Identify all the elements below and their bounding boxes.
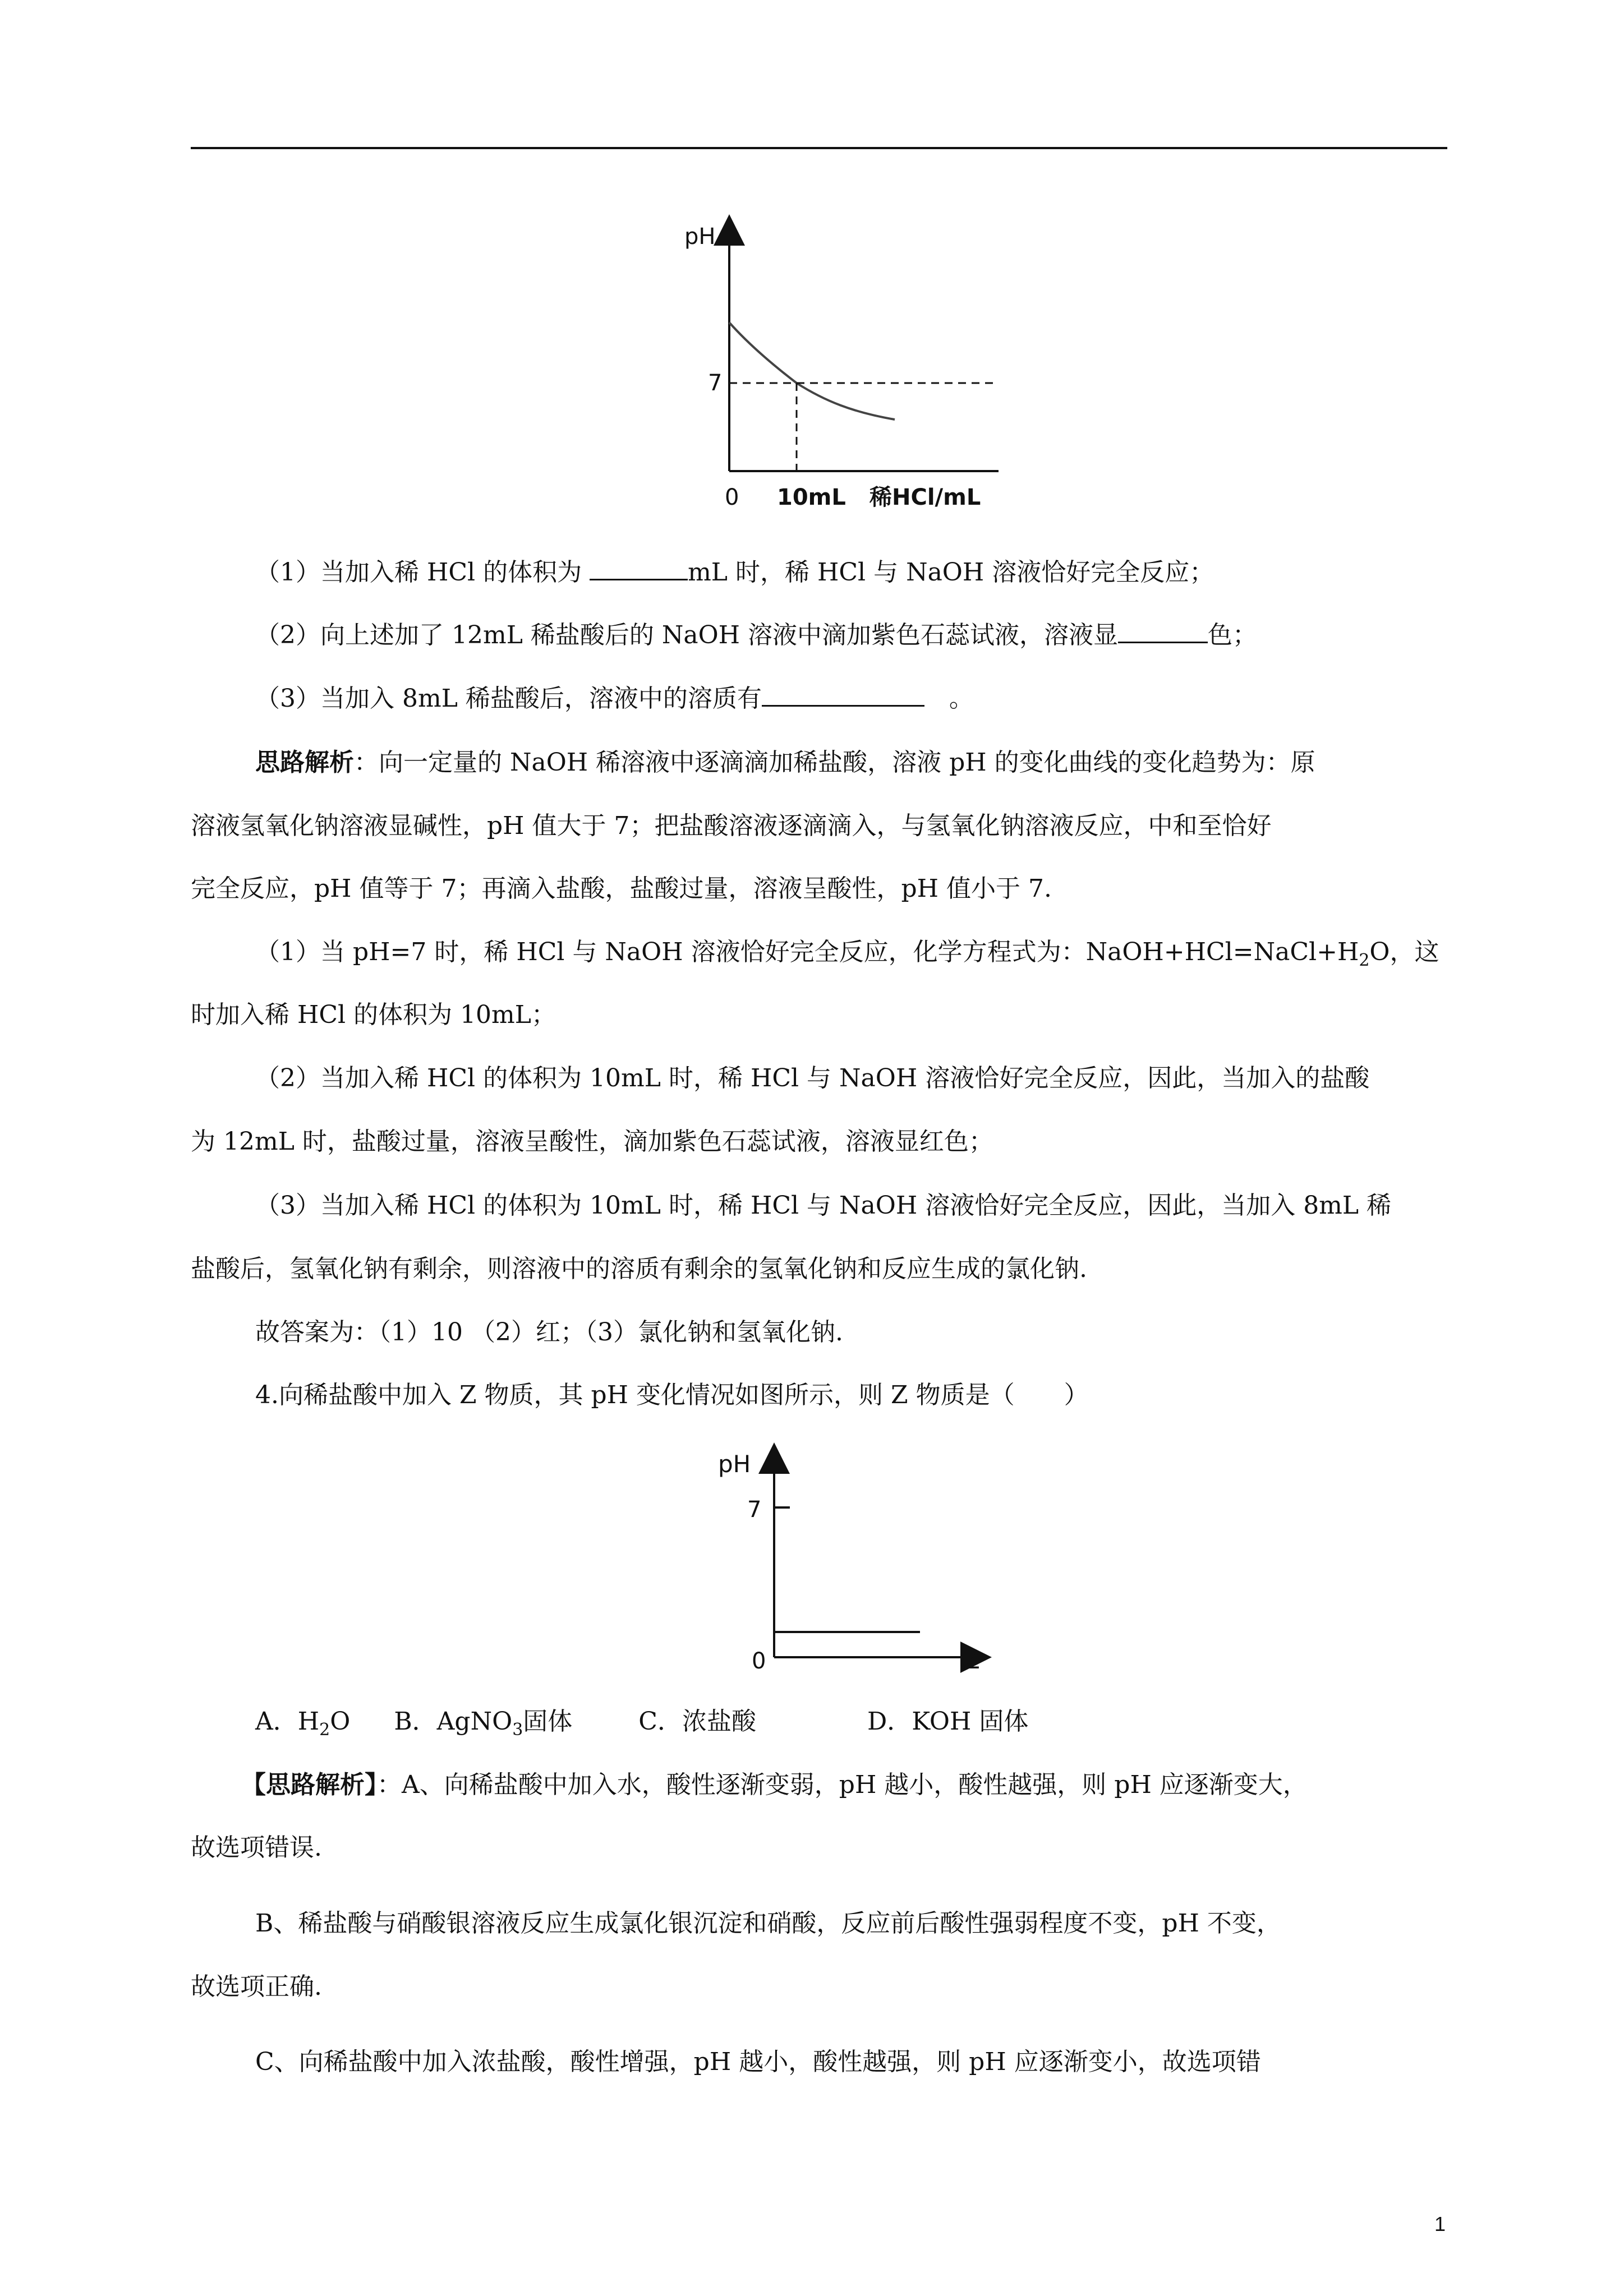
analysis-b-line-2: 故选项错误.	[191, 1833, 322, 1862]
final-answer: 故答案为：（1）10 （2）红；（3）氯化钠和氢氧化钠.	[255, 1318, 843, 1347]
origin-label: 0	[725, 485, 739, 510]
answer-2-line-2: 为 12mL 时，盐酸过量，溶液呈酸性，滴加紫色石蕊试液，溶液显红色；	[191, 1127, 993, 1156]
header-rule	[191, 147, 1447, 149]
y-axis-label: pH	[684, 224, 716, 250]
option-d[interactable]: D．KOH 固体	[867, 1707, 1029, 1736]
analysis-b-line-5: C、向稀盐酸中加入浓盐酸，酸性增强，pH 越小，酸性越强，则 pH 应逐渐变小，故选项错	[255, 2048, 1261, 2076]
analysis-line-1: 思路解析：向一定量的 NaOH 稀溶液中逐滴滴加稀盐酸，溶液 pH 的变化曲线的变化趋势为：原	[255, 748, 1315, 777]
option-a[interactable]: A．$H_2O$	[255, 1707, 351, 1740]
analysis-heading: 思路解析	[255, 748, 354, 777]
answer-blank-2[interactable]	[1118, 617, 1208, 643]
analysis-b-line-1: 【思路解析】：A、向稀盐酸中加入水，酸性逐渐变弱，pH 越小，酸性越强，则 pH 应逐渐变大，	[241, 1771, 1308, 1799]
x-axis-label: 稀HCl/mL	[869, 485, 981, 510]
answer-1-line-1: （1）当 pH=7 时，稀 HCl 与 NaOH 溶液恰好完全反应，化学方程式为：$NaOH+HCl=NaCl+H_2O$，这	[255, 938, 1439, 970]
answer-3-line-1: （3）当加入稀 HCl 的体积为 10mL 时，稀 HCl 与 NaOH 溶液恰好完全反应，因此，当加入 8mL 稀	[255, 1191, 1392, 1220]
analysis-b-heading: 【思路解析】	[241, 1771, 377, 1799]
answer-blank-3[interactable]	[762, 680, 924, 707]
options-row	[255, 1705, 1028, 1739]
analysis-line-3: 完全反应，pH 值等于 7；再滴入盐酸，盐酸过量，溶液呈酸性，pH 值小于 7.	[191, 874, 1052, 903]
analysis-b-line-4: 故选项正确.	[191, 1972, 322, 2001]
x-axis-label: Z	[964, 1647, 980, 1674]
question-1: （1）当加入稀 HCl 的体积为 mL 时，稀 HCl 与 NaOH 溶液恰好完全反应；	[255, 554, 1214, 589]
answer-1-line-2: 时加入稀 HCl 的体积为 10mL；	[191, 1001, 556, 1029]
origin-label: 0	[752, 1648, 766, 1674]
option-b[interactable]: B．AgNO$_3$固体	[394, 1707, 573, 1740]
x-tick-10ml: 10mL	[777, 485, 846, 510]
answer-3-line-2: 盐酸后，氢氧化钠有剩余，则溶液中的溶质有剩余的氢氧化钠和反应生成的氯化钠.	[191, 1255, 1087, 1283]
ph-curve-figure-1	[662, 213, 1021, 527]
analysis-line-2: 溶液氢氧化钠溶液显碱性，pH 值大于 7；把盐酸溶液逐滴滴入，与氢氧化钠溶液反应，中和至恰好	[191, 812, 1272, 840]
ph-curve	[729, 322, 895, 419]
option-c[interactable]: C．浓盐酸	[638, 1707, 756, 1736]
analysis-b-line-3: B、稀盐酸与硝酸银溶液反应生成氯化银沉淀和硝酸，反应前后酸性强弱程度不变，pH 不变，	[255, 1909, 1281, 1938]
question-4: 4.向稀盐酸中加入 Z 物质，其 pH 变化情况如图所示，则 Z 物质是（ ）	[255, 1381, 1089, 1409]
page-number: 1	[1434, 2212, 1446, 2235]
answer-2-line-1: （2）当加入稀 HCl 的体积为 10mL 时，稀 HCl 与 NaOH 溶液恰好完全反应，因此，当加入的盐酸	[255, 1064, 1370, 1092]
ph-z-figure-2	[696, 1441, 1010, 1688]
question-3: （3）当加入 8mL 稀盐酸后，溶液中的溶质有 。	[255, 680, 974, 716]
question-2: （2）向上述加了 12mL 稀盐酸后的 NaOH 溶液中滴加紫色石蕊试液，溶液显 色；	[255, 617, 1257, 652]
y-tick-7: 7	[708, 370, 723, 396]
answer-blank-1[interactable]	[590, 554, 688, 580]
y-axis-label: pH	[718, 1450, 751, 1478]
y-tick-7: 7	[747, 1497, 762, 1523]
